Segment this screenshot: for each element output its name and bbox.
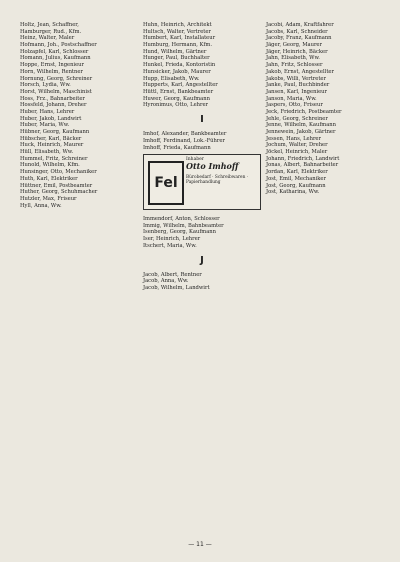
ad-description: Bürobedarf · Schreibwaren · Papierhandlung bbox=[186, 174, 249, 185]
directory-entry: Itschert, Maria, Ww. bbox=[143, 242, 197, 249]
advertisement-box bbox=[143, 154, 261, 210]
directory-entry: Holtz, Jean, Schaffner, bbox=[20, 22, 79, 28]
directory-entry: Jöckel, Heinrich, Maler bbox=[266, 149, 328, 156]
directory-entry: Hossfeld, Johann, Dreher bbox=[20, 102, 87, 109]
directory-entry: Jeck, Friedrich, Postbeamter bbox=[266, 108, 342, 115]
directory-entry: Jonas, Albert, Bahnarbeiter bbox=[266, 162, 339, 169]
directory-entry: Jahn, Fritz, Schlosser bbox=[266, 62, 323, 69]
directory-entry: Hupperts, Karl, Angestellter bbox=[143, 82, 218, 89]
directory-entry: Hoss, Frz., Bahnarbeiter bbox=[20, 95, 85, 102]
section-letter-i: I bbox=[200, 114, 204, 126]
column-right bbox=[266, 22, 382, 196]
directory-entry: Jost, Emil, Mechaniker bbox=[266, 175, 326, 182]
directory-entry: Huhn, Heinrich, Architekt bbox=[143, 22, 212, 28]
directory-entry: Hübscher, Karl, Bäcker bbox=[20, 135, 82, 142]
directory-entry: Jacobi, Adam, Kraftfahrer bbox=[266, 22, 334, 28]
column-middle bbox=[143, 22, 261, 292]
ad-brand: Otto Imhoff bbox=[186, 160, 239, 171]
page-number: — 11 — bbox=[188, 541, 212, 548]
directory-entry: Hummel, Fritz, Schreiner bbox=[20, 155, 88, 162]
directory-entry: Jakobs, Willi, Vertreter bbox=[266, 75, 326, 82]
directory-entry: Homann, Julius, Kaufmann bbox=[20, 55, 91, 62]
directory-entry: Jennewein, Jakob, Gärtner bbox=[266, 129, 336, 135]
directory-entry: Hunkel, Frieda, Kontoristin bbox=[143, 62, 216, 69]
directory-entry: Jacoby, Franz, Kaufmann bbox=[266, 35, 332, 42]
directory-entry: Immig, Wilhelm, Bahnbeamter bbox=[143, 222, 224, 229]
directory-entry: Huwer, Georg, Kaufmann bbox=[143, 95, 210, 102]
directory-entry: Hüll, Elisabeth, Ww. bbox=[20, 149, 74, 156]
directory-entry: Johann, Friedrich, Landwirt bbox=[266, 155, 340, 162]
directory-entry: Jacob, Albert, Rentner bbox=[143, 271, 202, 278]
section-letter-j: J bbox=[200, 254, 204, 266]
directory-entry: Imhof, Alexander, Bankbeamter bbox=[143, 131, 227, 138]
directory-entry: Jäger, Heinrich, Bäcker bbox=[266, 48, 328, 55]
column-left bbox=[20, 22, 138, 209]
directory-entry: Hübner, Georg, Kaufmann bbox=[20, 129, 90, 135]
directory-entry: Hupp, Elisabeth, Ww. bbox=[143, 75, 200, 82]
directory-entry: Hoppe, Ernst, Ingenieur bbox=[20, 62, 84, 69]
directory-entry: Imhoff, Ferdinand, Lok.-Führer bbox=[143, 138, 225, 145]
directory-entry: Jahn, Elisabeth, Ww. bbox=[266, 55, 320, 62]
directory-entry: Janson, Maria, Ww. bbox=[266, 95, 317, 102]
directory-entry: Huber, Jakob, Landwirt bbox=[20, 115, 82, 122]
directory-entry: Hyll, Anna, Ww. bbox=[20, 202, 62, 209]
directory-entry: Heinz, Walter, Maler bbox=[20, 35, 75, 42]
directory-entry: Hofmann, Joh., Postschaffner bbox=[20, 42, 97, 49]
directory-entry: Jost, Katharina, Ww. bbox=[266, 189, 320, 196]
directory-entry: Janke, Paul, Buchbinder bbox=[266, 82, 330, 89]
directory-entry: Holzapfel, Karl, Schlosser bbox=[20, 48, 89, 55]
directory-entry: Jehle, Georg, Schreiner bbox=[266, 115, 328, 122]
directory-entry: Huck, Heinrich, Maurer bbox=[20, 142, 84, 149]
directory-entry: Humburg, Hermann, Kfm. bbox=[143, 42, 212, 49]
directory-entry: Iser, Heinrich, Lehrer bbox=[143, 235, 201, 242]
directory-entry: Hüttl, Ernst, Bankbeamter bbox=[143, 88, 214, 95]
directory-entry: Jäger, Georg, Maurer bbox=[266, 42, 322, 49]
ad-logo: Fel bbox=[148, 161, 184, 205]
directory-entry: Jacobs, Karl, Schneider bbox=[266, 28, 328, 35]
directory-entry: Isenberg, Georg, Kaufmann bbox=[143, 229, 216, 236]
directory-entry: Horn, Wilhelm, Rentner bbox=[20, 68, 83, 75]
directory-entry: Jessen, Hans, Lehrer bbox=[266, 135, 321, 142]
directory-entry: Jacob, Wilhelm, Landwirt bbox=[143, 285, 210, 292]
directory-entry: Humbert, Karl, Installateur bbox=[143, 35, 216, 42]
directory-entry: Imhoff, Frieda, Kaufmann bbox=[143, 144, 211, 151]
ad-owner-label: Inhaber bbox=[186, 156, 204, 162]
directory-entry: Hamburger, Rud., Kfm. bbox=[20, 28, 82, 35]
directory-entry: Horst, Wilhelm, Maschinist bbox=[20, 88, 92, 95]
directory-entry: Jacob, Anna, Ww. bbox=[143, 278, 189, 285]
directory-entry: Hunger, Paul, Buchhalter bbox=[143, 55, 210, 62]
directory-entry: Horsch, Lydia, Ww. bbox=[20, 82, 71, 89]
directory-entry: Jost, Georg, Kaufmann bbox=[266, 182, 326, 189]
directory-entry: Immendorf, Anton, Schlosser bbox=[143, 215, 220, 222]
directory-entry: Jaspers, Otto, Friseur bbox=[266, 102, 323, 109]
directory-entry: Hunold, Wilhelm, Kfm. bbox=[20, 162, 80, 169]
directory-entry: Huther, Georg, Schuhmacher bbox=[20, 189, 98, 196]
directory-entry: Jansen, Karl, Ingenieur bbox=[266, 88, 327, 95]
directory-entry: Hutzler, Max, Friseur bbox=[20, 195, 77, 202]
directory-entry: Jakob, Ernst, Angestellter bbox=[266, 68, 334, 75]
directory-entry: Hultsch, Walter, Vertreter bbox=[143, 28, 211, 35]
directory-entry: Huber, Maria, Ww. bbox=[20, 122, 70, 129]
directory-entry: Huber, Hans, Lehrer bbox=[20, 108, 75, 115]
directory-entry: Jordan, Karl, Elektriker bbox=[266, 169, 328, 176]
directory-entry: Hund, Wilhelm, Gärtner bbox=[143, 48, 207, 55]
directory-entry: Hunsicker, Jakob, Maurer bbox=[143, 68, 211, 75]
directory-entry: Huth, Karl, Elektriker bbox=[20, 175, 78, 182]
directory-entry: Hüttner, Emil, Postbeamter bbox=[20, 182, 93, 189]
directory-entry: Hunsinger, Otto, Mechaniker bbox=[20, 169, 97, 176]
directory-entry: Hyronimus, Otto, Lehrer bbox=[143, 102, 209, 109]
directory-entry: Jochum, Walter, Dreher bbox=[266, 142, 328, 149]
directory-entry: Jenne, Wilhelm, Kaufmann bbox=[266, 122, 336, 129]
directory-entry: Hornung, Georg, Schreiner bbox=[20, 75, 93, 82]
